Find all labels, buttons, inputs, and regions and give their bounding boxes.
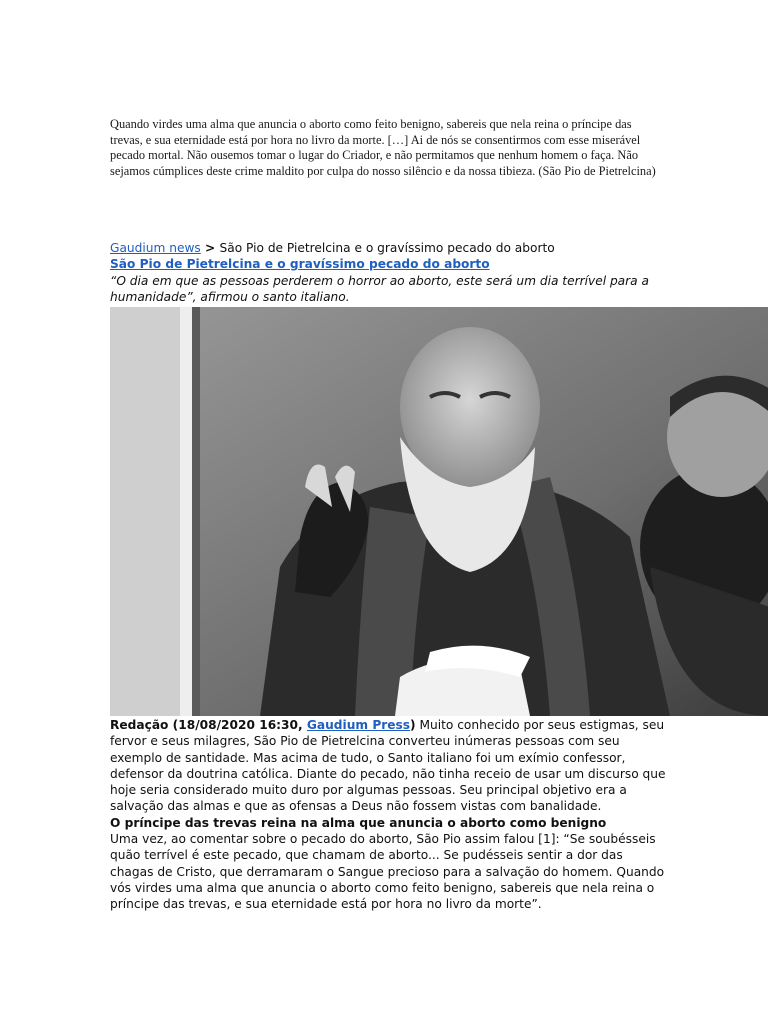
article-header — [110, 240, 670, 305]
photo-padre-pio — [110, 307, 768, 716]
breadcrumb-separator: > — [200, 241, 220, 255]
article-body — [110, 717, 670, 913]
redacao-prefix: Redação (18/08/2020 16:30, — [110, 718, 307, 732]
article-title-link[interactable]: São Pio de Pietrelcina e o gravíssimo pecado do aborto — [110, 257, 490, 272]
article-title — [110, 256, 670, 272]
photo-padre-pio-image — [110, 307, 768, 716]
gaudium-press-link[interactable]: Gaudium Press — [306, 718, 411, 732]
article-subtitle: “O dia em que as pessoas perderem o horror ao aborto, este será um dia terrível para a humanidade”, afirmou o santo italiano. — [110, 273, 649, 304]
breadcrumb-link-gaudium-news[interactable]: Gaudium news — [110, 241, 201, 255]
breadcrumb — [110, 240, 670, 256]
section-heading: O príncipe das trevas reina na alma que anuncia o aborto como benigno — [110, 815, 607, 830]
redacao-suffix: ) — [410, 718, 416, 732]
opening-quote: Quando virdes uma alma que anuncia o aborto como feito benigno, sabereis que nela reina o príncipe das trevas, e sua eternidade está por hora no livro da morte. […] Ai de nós se consentirmos com esse miserável pecado mortal. Não ousemos tomar o lugar do Criador, e não permitamos que nenhum homem o faça. Não sejamos cúmplices deste crime maldito por culpa do nosso silêncio e da nossa tibieza. (São Pio de Pietrelcina) — [110, 117, 656, 178]
article-paragraph-2: Uma vez, ao comentar sobre o pecado do aborto, São Pio assim falou [1]: “Se soubésseis quão terrível é este pecado, que chamam de aborto... Se pudésseis sentir a dor das chagas de Cristo, que derramaram o Sangue precioso para a salvação do homem. Quando vós virdes uma alma que anuncia o aborto como feito benigno, sabereis que nela reina o príncipe das trevas, e sua eternidade está por hora no livro da morte”. — [110, 832, 665, 912]
paragraph-1-text: Muito conhecido por seus estigmas, seu fervor e seus milagres, São Pio de Pietrelcina converteu inúmeras pessoas com seu exemplo de santidade. Mas acima de tudo, o Santo italiano foi um exímio confessor, defensor da doutrina católica. Diante do pecado, não tinha receio de usar um discurso que hoje seria considerado muito duro por algumas pessoas. Seu principal objetivo era a salvação das almas e que as ofensas a Deus não fossem vistas com banalidade. — [110, 718, 666, 814]
article-paragraph-1 — [110, 717, 670, 815]
breadcrumb-current: São Pio de Pietrelcina e o gravíssimo pecado do aborto — [219, 241, 555, 255]
